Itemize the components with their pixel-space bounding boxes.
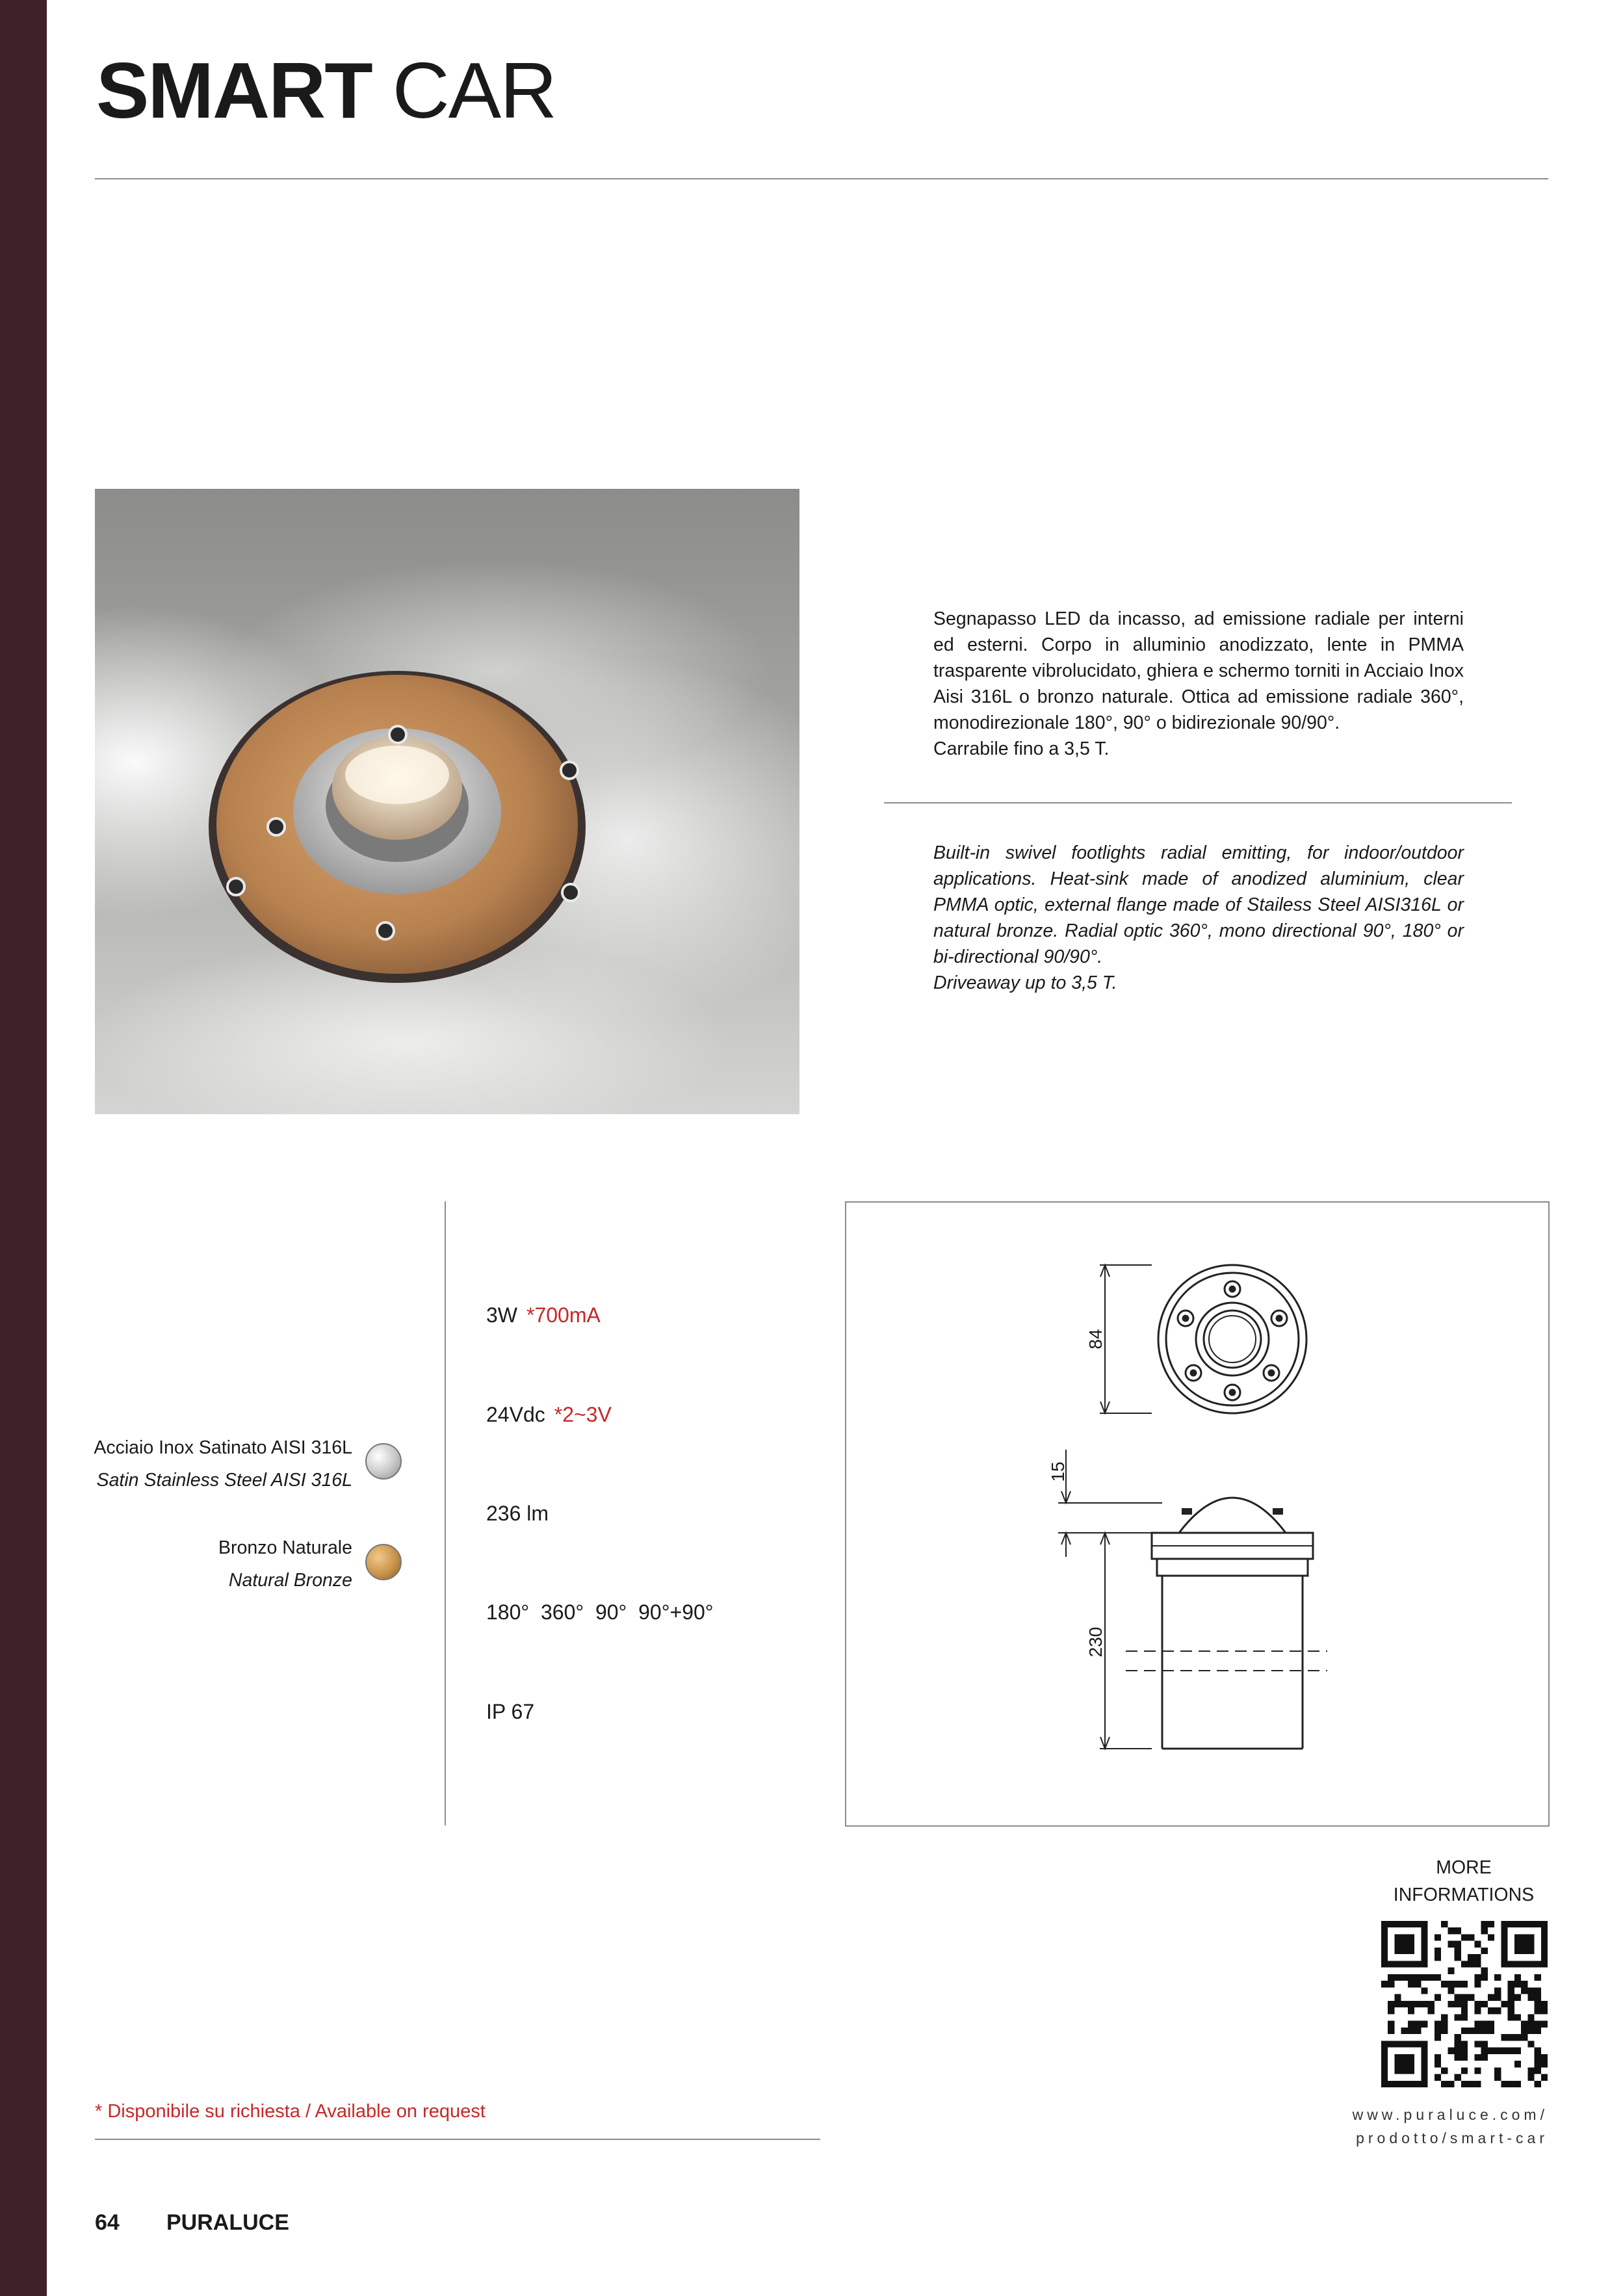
finish-bronze-it: Bronzo Naturale (218, 1537, 352, 1558)
description-en-body: Built-in swivel footlights radial emitting, for indoor/outdoor applications. Heat-sink made of anodized aluminium, clear PMMA optic, external flange made of Stailess Steel AISI316L or natural bronze. Radial optic 360°, mono directional 90°, 180° or bi-directional 90/90°. (933, 842, 1464, 967)
description-english (933, 840, 1464, 996)
more-info-line1: MORE (1436, 1857, 1492, 1878)
availability-divider (95, 2139, 820, 2140)
description-italian (933, 606, 1464, 762)
technical-drawing (845, 1201, 1550, 1827)
description-it-body: Segnapasso LED da incasso, ad emissione radiale per interni ed esterni. Corpo in alluminio anodizzato, lente in PMMA trasparente vibrolucidato, ghiera e schermo torniti in Acciaio Inox Aisi 316L o bronzo naturale. Ottica ad emissione radiale 360°, monodirezionale 180°, 90° o bidirezionale 90/90°. (933, 608, 1464, 733)
spec-optics: 180° 360° 90° 90°+90° (486, 1600, 714, 1624)
spec-voltage (486, 1403, 612, 1427)
product-url-line1: www.puraluce.com/ (1352, 2106, 1548, 2123)
title-bold: SMART (96, 46, 372, 135)
page-number: 64 (95, 2210, 120, 2235)
product-photo (95, 489, 799, 1114)
product-url-line2: prodotto/smart-car (1356, 2130, 1548, 2146)
spec-voltage-value: 24Vdc (486, 1403, 545, 1426)
finish-bronze (218, 1532, 352, 1597)
spec-power-value: 3W (486, 1303, 517, 1327)
description-it-load: Carrabile fino a 3,5 T. (933, 738, 1110, 759)
spec-voltage-option: *2~3V (554, 1403, 612, 1426)
availability-note: * Disponibile su richiesta / Available on request (95, 2101, 486, 2122)
brand-name: PURALUCE (166, 2210, 289, 2235)
description-en-load: Driveaway up to 3,5 T. (933, 972, 1117, 993)
description-divider (884, 802, 1512, 803)
dimension-top: 15 (1048, 1461, 1068, 1482)
spec-power (486, 1303, 601, 1327)
qr-code[interactable] (1381, 1921, 1548, 2087)
spec-power-option: *700mA (526, 1303, 601, 1327)
finish-steel-it: Acciaio Inox Satinato AISI 316L (94, 1437, 352, 1458)
dimension-height: 230 (1085, 1626, 1106, 1658)
more-informations-label (1365, 1854, 1563, 1909)
sidebar-band (0, 0, 47, 2296)
title-divider (95, 178, 1548, 179)
finish-bronze-en: Natural Bronze (228, 1570, 352, 1591)
product-url[interactable] (1353, 2103, 1548, 2150)
finish-steel (94, 1431, 352, 1496)
finish-bronze-swatch (365, 1544, 402, 1580)
spec-ip-rating: IP 67 (486, 1700, 535, 1723)
page-title (96, 46, 556, 135)
title-light: CAR (392, 46, 556, 135)
finish-steel-swatch (365, 1443, 402, 1480)
spec-lumens: 236 lm (486, 1502, 549, 1525)
dimension-diameter: 84 (1085, 1329, 1106, 1350)
specs-divider (445, 1201, 446, 1825)
more-info-line2: INFORMATIONS (1393, 1885, 1535, 1905)
finish-steel-en: Satin Stainless Steel AISI 316L (96, 1470, 352, 1491)
